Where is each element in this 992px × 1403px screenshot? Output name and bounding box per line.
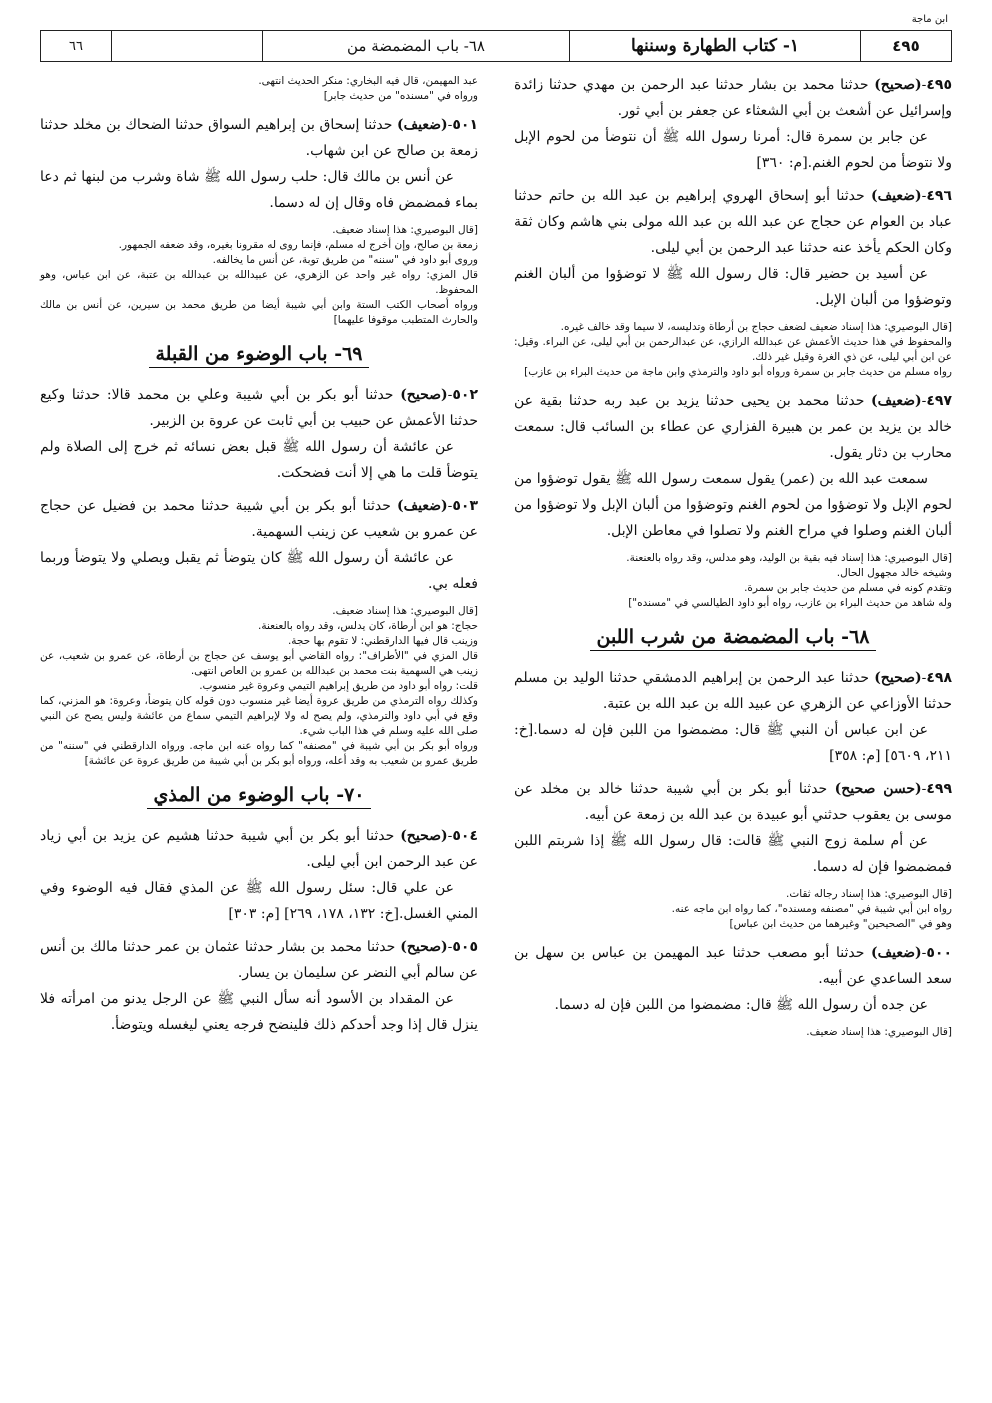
hadith-number: ٥٠٥ [452, 939, 479, 955]
chapter-heading-text: ٧٠- باب الوضوء من المذي [147, 784, 370, 809]
note-line: ورواه أبو بكر بن أبي شيبة في "مصنفه" كما رواه عنه ابن ماجه. ورواه الدارقطني في "سننه" من طريق عمرو بن شعيب به وقد أعله، ورواه أبو بكر بن أبي شيبة من طريق عروة عن عائشة] [40, 740, 478, 767]
hadith-isnad: حدثنا إسحاق بن إبراهيم السواق حدثنا الضحاك بن مخلد حدثنا زمعة بن صالح عن ابن شهاب. [40, 117, 478, 159]
hadith-matn: عن المقداد بن الأسود أنه سأل النبي ﷺ عن الرجل يدنو من امرأته فلا ينزل قال إذا وجد أحدكم ذلك فلينضح فرجه يعني ليغسله ويتوضأ. [40, 991, 478, 1033]
footnote-500 [514, 1025, 952, 1040]
hadith-number: ٤٩٧ [926, 393, 952, 409]
note-line: وزينب قال فيها الدارقطني: لا تقوم بها حجة. [287, 635, 478, 647]
page-header [40, 14, 952, 68]
right-column [514, 72, 952, 1384]
hadith-502: ٥٠٢-(صحيح) حدثنا أبو بكر بن أبي شيبة وعلي بن محمد قالا: حدثنا وكيع حدثنا الأعمش عن حبيب بن أبي ثابت عن عروة بن الزبير. عن عائشة أن رسول الله ﷺ قبل بعض نسائه ثم خرج إلى الصلاة ولم يتوضأ قلت ما هي إلا أنت فضحكت. [40, 382, 478, 486]
note-line: قال المزي: رواه غير واحد عن الزهري، عن عبيدالله بن عبدالله بن عتبة، عن ابن عباس، وهو المحفوظ. [40, 269, 478, 296]
header-spacer [111, 31, 262, 61]
hadith-grade: (صحيح) [400, 387, 448, 403]
chapter-heading-68 [514, 623, 952, 651]
footnote-503 [40, 604, 478, 769]
note-line: [قال البوصيري: هذا إسناد ضعيف. [332, 224, 478, 236]
hadith-505: ٥٠٥-(صحيح) حدثنا محمد بن بشار حدثنا عثمان بن عمر حدثنا مالك بن أنس عن سالم أبي النضر عن سليمان بن يسار. عن المقداد بن الأسود أنه سأل النبي ﷺ عن الرجل يدنو من امرأته فلا ينزل قال إذا وجد أحدكم ذلك فلينضح فرجه يعني ليغسله ويتوضأ. [40, 934, 478, 1038]
book-page [40, 14, 952, 1384]
hadith-497: ٤٩٧-(ضعيف) حدثنا محمد بن يحيى حدثنا يزيد بن عبد ربه حدثنا بقية عن خالد بن يزيد بن عمر بن هبيرة الفزاري عن عطاء بن السائب قال: سمعت محارب بن دثار يقول. سمعت عبد الله بن (عمر) يقول سمعت رسول الله ﷺ يقول توضؤوا من لحوم الإبل ولا توضؤوا من لحوم الغنم وتوضؤوا من ألبان الإبل ولا توضؤوا من ألبان الغنم وصلوا في مراح الغنم ولا تصلوا في معاطن الإبل. [514, 388, 952, 544]
chapter-heading-text: ٦٨- باب المضمضة من شرب اللبن [590, 626, 875, 651]
note-line: وكذلك رواه الترمذي من طريق عروة أيضا غير منسوب دون قوله كان يتوضأ، وعروة: هو المزني، كما وقع في أبي داود والترمذي، ولم يصح له ولا لإبراهيم التيمي سماع من عائشة وليس يصح عن النبي صلى الله عليه وسلم في هذا الباب شيء. [40, 695, 478, 737]
note-line: [قال البوصيري: هذا إسناد رجاله ثقات. [786, 888, 952, 900]
note-line: وله شاهد من حديث البراء بن عازب، رواه أبو داود الطيالسي في "مسنده"] [628, 597, 952, 609]
hadith-matn: عن أنس بن مالك قال: حلب رسول الله ﷺ شاة وشرب من لبنها ثم دعا بماء فمضمض فاه وقال إن له دسما. [40, 169, 478, 211]
header-hadith-number: ٤٩٥ [860, 31, 951, 61]
hadith-503: ٥٠٣-(ضعيف) حدثنا أبو بكر بن أبي شيبة حدثنا محمد بن فضيل عن حجاج عن عمرو بن شعيب عن زينب السهمية. عن عائشة أن رسول الله ﷺ كان يتوضأ ثم يقبل ويصلي ولا يتوضأ وربما فعله بي. [40, 493, 478, 597]
chapter-heading-69 [40, 340, 478, 368]
hadith-isnad: حدثنا محمد بن بشار حدثنا عثمان بن عمر حدثنا مالك بن أنس عن سالم أبي النضر عن سليمان بن يسار. [40, 939, 478, 981]
footnote-496 [514, 320, 952, 380]
hadith-isnad: حدثنا أبو بكر بن أبي شيبة حدثنا محمد بن فضيل عن حجاج عن عمرو بن شعيب عن زينب السهمية. [40, 498, 478, 540]
hadith-number: ٤٩٦ [926, 188, 952, 204]
note-line: عبد المهيمن، قال فيه البخاري: منكر الحديث انتهى. [258, 75, 478, 87]
hadith-isnad: حدثنا محمد بن بشار حدثنا عبد الرحمن بن مهدي حدثنا زائدة وإسرائيل عن أشعث بن أبي الشعثاء عن جعفر بن أبي ثور. [514, 77, 952, 119]
hadith-matn: عن عائشة أن رسول الله ﷺ قبل بعض نسائه ثم خرج إلى الصلاة ولم يتوضأ قلت ما هي إلا أنت فضحكت. [40, 439, 478, 481]
hadith-number: ٥٠٤ [452, 828, 478, 844]
hadith-matn: عن ابن عباس أن النبي ﷺ قال: مضمضوا من اللبن فإن له دسما.[خ: ٢١١، ٥٦٠٩] [م: ٣٥٨] [514, 722, 952, 764]
note-line: رواه ابن أبي شيبة في "مصنفه ومسنده"، كما رواه ابن ماجه عنه. [671, 903, 952, 915]
note-line: والمحفوظ في هذا حديث الأعمش عن عبدالله الرازي، عن عبدالرحمن بن أبي ليلى، عن البراء. وقيل: عن ابن أبي ليلى، عن ذي الغرة وقيل غير ذلك. [514, 336, 952, 363]
hadith-grade: (ضعيف) [871, 945, 922, 961]
hadith-matn: عن عائشة أن رسول الله ﷺ كان يتوضأ ثم يقبل ويصلي ولا يتوضأ وربما فعله بي. [40, 550, 478, 592]
note-line: قال المزي في "الأطراف": رواه القاضي أبو يوسف عن حجاج بن أرطاة، عن عمرو بن شعيب، عن زينب هي السهمية بنت محمد بن عبدالله بن عمرو بن العاص انتهى. [40, 650, 478, 677]
hadith-grade: (صحيح) [400, 939, 448, 955]
hadith-isnad: حدثنا أبو بكر بن أبي شيبة حدثنا هشيم عن يزيد بن أبي زياد عن عبد الرحمن ابن أبي ليلى. [40, 828, 478, 870]
footnote-497 [514, 551, 952, 611]
hadith-isnad: حدثنا أبو بكر بن أبي شيبة حدثنا خالد بن مخلد عن موسى بن يعقوب حدثني أبو عبيدة بن عبد الله بن زمعة عن أبيه. [514, 781, 952, 823]
hadith-isnad: حدثنا أبو إسحاق الهروي إبراهيم بن عبد الله بن حاتم حدثنا عباد بن العوام عن حجاج عن عبد الله بن عبد الله مولى بني هاشم وكان ثقة وكان الحكم يأخذ عنه حدثنا عبد الرحمن بن أبي ليلى. [514, 188, 952, 256]
hadith-isnad: حدثنا أبو مصعب حدثنا عبد المهيمن بن عباس بن سهل بن سعد الساعدي عن أبيه. [514, 945, 952, 987]
hadith-grade: (حسن صحيح) [834, 781, 922, 797]
hadith-matn: عن جابر بن سمرة قال: أمرنا رسول الله ﷺ أن نتوضأ من لحوم الإبل ولا نتوضأ من لحوم الغنم.[م: ٣٦٠] [514, 129, 952, 171]
hadith-495: ٤٩٥-(صحيح) حدثنا محمد بن بشار حدثنا عبد الرحمن بن مهدي حدثنا زائدة وإسرائيل عن أشعث بن أبي الشعثاء عن جعفر بن أبي ثور. عن جابر بن سمرة قال: أمرنا رسول الله ﷺ أن نتوضأ من لحوم الإبل ولا نتوضأ من لحوم الغنم.[م: ٣٦٠] [514, 72, 952, 176]
hadith-matn: عن أم سلمة زوج النبي ﷺ قالت: قال رسول الله ﷺ إذا شربتم اللبن فمضمضوا فإن له دسما. [514, 833, 952, 875]
hadith-grade: (ضعيف) [397, 117, 448, 133]
hadith-grade: (صحيح) [400, 828, 448, 844]
hadith-grade: (ضعيف) [871, 393, 922, 409]
note-line: وتقدم كونه في مسلم من حديث جابر بن سمرة. [744, 582, 952, 594]
hadith-number: ٤٩٨ [926, 670, 952, 686]
hadith-number: ٥٠٣ [452, 498, 478, 514]
hadith-matn: سمعت عبد الله بن (عمر) يقول سمعت رسول الله ﷺ يقول توضؤوا من لحوم الإبل ولا توضؤوا من لحوم الغنم وتوضؤوا من ألبان الإبل ولا توضؤوا من ألبان الغنم وصلوا في مراح الغنم ولا تصلوا في معاطن الإبل. [514, 471, 952, 539]
note-line: [قال البوصيري: هذا إسناد ضعيف. [332, 605, 478, 617]
hadith-grade: (صحيح) [874, 670, 922, 686]
hadith-grade: (ضعيف) [397, 498, 448, 514]
chapter-heading-70 [40, 781, 478, 809]
hadith-504: ٥٠٤-(صحيح) حدثنا أبو بكر بن أبي شيبة حدثنا هشيم عن يزيد بن أبي زياد عن عبد الرحمن ابن أبي ليلى. عن علي قال: سئل رسول الله ﷺ عن المذي فقال فيه الوضوء وفي المني الغسل.[خ: ١٣٢، ١٧٨، ٢٦٩] [م: ٣٠٣] [40, 823, 478, 927]
footnote-501 [40, 223, 478, 328]
note-line: رواه مسلم من حديث جابر بن سمرة ورواه أبو داود والترمذي وابن ماجة من حديث البراء بن عازب] [524, 366, 952, 378]
hadith-501: ٥٠١-(ضعيف) حدثنا إسحاق بن إبراهيم السواق حدثنا الضحاك بن مخلد حدثنا زمعة بن صالح عن ابن شهاب. عن أنس بن مالك قال: حلب رسول الله ﷺ شاة وشرب من لبنها ثم دعا بماء فمضمض فاه وقال إن له دسما. [40, 112, 478, 216]
hadith-matn: عن علي قال: سئل رسول الله ﷺ عن المذي فقال فيه الوضوء وفي المني الغسل.[خ: ١٣٢، ١٧٨، ٢٦٩] [م: ٣٠٣] [40, 880, 478, 922]
note-line: [قال البوصيري: هذا إسناد ضعيف لضعف حجاج بن أرطاة وتدليسه، لا سيما وقد خالف غيره. [560, 321, 952, 333]
hadith-496: ٤٩٦-(ضعيف) حدثنا أبو إسحاق الهروي إبراهيم بن عبد الله بن حاتم حدثنا عباد بن العوام عن حجاج عن عبد الله بن عبد الله مولى بني هاشم وكان ثقة وكان الحكم يأخذ عنه حدثنا عبد الرحمن بن أبي ليلى. عن أسيد بن حضير قال: قال رسول الله ﷺ لا توضؤوا من ألبان الغنم وتوضؤوا من ألبان الإبل. [514, 183, 952, 313]
header-kitab-title: ١- كتاب الطهارة وسننها [569, 31, 860, 61]
footnote-500-continued [40, 74, 478, 104]
hadith-number: ٤٩٩ [926, 781, 953, 797]
note-line: قلت: رواه أبو داود من طريق إبراهيم التيمي وعروة غير منسوب. [199, 680, 478, 692]
note-line: وشيخه خالد مجهول الحال. [836, 567, 952, 579]
chapter-heading-text: ٦٩- باب الوضوء من القبلة [149, 343, 368, 368]
page-number: ٦٦ [69, 38, 83, 54]
hadith-498: ٤٩٨-(صحيح) حدثنا عبد الرحمن بن إبراهيم الدمشقي حدثنا الوليد بن مسلم حدثنا الأوزاعي عن الزهري عن عبيد الله بن عبد الله بن عتبة. عن ابن عباس أن النبي ﷺ قال: مضمضوا من اللبن فإن له دسما.[خ: ٢١١، ٥٦٠٩] [م: ٣٥٨] [514, 665, 952, 769]
hadith-number: ٥٠٢ [452, 387, 478, 403]
hadith-matn: عن أسيد بن حضير قال: قال رسول الله ﷺ لا توضؤوا من ألبان الغنم وتوضؤوا من ألبان الإبل. [514, 266, 952, 308]
note-line: وروى أبو داود في "سننه" من طريق توبة، عن أنس ما يخالفه. [212, 254, 478, 266]
footnote-499 [514, 887, 952, 932]
note-line: زمعة بن صالح، وإن أخرج له مسلم، فإنما روى له مقرونا بغيره، وقد ضعفه الجمهور. [118, 239, 478, 251]
hadith-500: ٥٠٠-(ضعيف) حدثنا أبو مصعب حدثنا عبد المهيمن بن عباس بن سهل بن سعد الساعدي عن أبيه. عن جده أن رسول الله ﷺ قال: مضمضوا من اللبن فإن له دسما. [514, 940, 952, 1018]
hadith-isnad: حدثنا محمد بن يحيى حدثنا يزيد بن عبد ربه حدثنا بقية عن خالد بن يزيد بن عمر بن هبيرة الفزاري عن عطاء بن السائب قال: سمعت محارب بن دثار يقول. [514, 393, 952, 461]
header-bab-title: ٦٨- باب المضمضة من [262, 31, 569, 61]
hadith-number: ٥٠١ [452, 117, 478, 133]
header-box [40, 30, 952, 62]
note-line: [قال البوصيري: هذا إسناد ضعيف. [806, 1026, 952, 1038]
note-line: ورواه في "مسنده" من حديث جابر] [323, 90, 478, 102]
hadith-isnad: حدثنا أبو بكر بن أبي شيبة وعلي بن محمد قالا: حدثنا وكيع حدثنا الأعمش عن حبيب بن أبي ثابت عن عروة بن الزبير. [40, 387, 478, 429]
note-line: [قال البوصيري: هذا إسناد فيه بقية بن الوليد، وهو مدلس، وقد رواه بالعنعنة. [626, 552, 952, 564]
note-line: حجاج: هو ابن أرطاة، كان يدلس، وقد رواه بالعنعنة. [258, 620, 478, 632]
left-column [40, 72, 478, 1384]
note-line: ورواه أصحاب الكتب الستة وابن أبي شيبة أيضا من طريق محمد بن سيرين، عن أنس بن مالك والحارث المتطبب موقوفا عليهما] [40, 299, 478, 326]
hadith-number: ٤٩٥ [926, 77, 952, 93]
hadith-isnad: حدثنا عبد الرحمن بن إبراهيم الدمشقي حدثنا الوليد بن مسلم حدثنا الأوزاعي عن الزهري عن عبيد الله بن عبد الله بن عتبة. [514, 670, 952, 712]
book-label: ابن ماجة [911, 14, 948, 25]
hadith-grade: (صحيح) [874, 77, 922, 93]
note-line: وهو في "الصحيحين" وغيرهما من حديث ابن عباس] [729, 918, 952, 930]
hadith-grade: (ضعيف) [871, 188, 922, 204]
hadith-number: ٥٠٠ [926, 945, 952, 961]
hadith-matn: عن جده أن رسول الله ﷺ قال: مضمضوا من اللبن فإن له دسما. [554, 997, 928, 1013]
hadith-499: ٤٩٩-(حسن صحيح) حدثنا أبو بكر بن أبي شيبة حدثنا خالد بن مخلد عن موسى بن يعقوب حدثني أبو عبيدة بن عبد الله بن زمعة عن أبيه. عن أم سلمة زوج النبي ﷺ قالت: قال رسول الله ﷺ إذا شربتم اللبن فمضمضوا فإن له دسما. [514, 776, 952, 880]
